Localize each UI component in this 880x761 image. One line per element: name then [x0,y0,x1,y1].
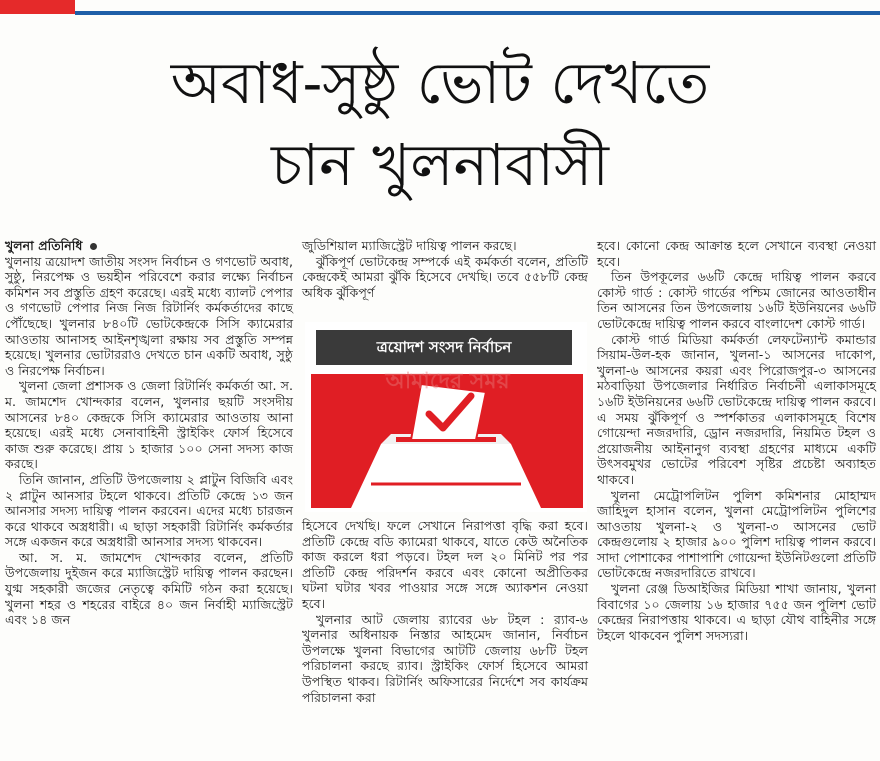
paragraph: খুলনা জেলা প্রশাসক ও জেলা রিটার্নিং কর্মকর্তা আ. স. ম. জামশেদ খোন্দকার বলেন, খুলনার ছয়টি সংসদীয় আসনের ৮৪০ কেন্দ্রকে সিসি ক্যামেরার আওতায় আনা হয়েছে। এরই মধ্যে সেনাবাহিনী স্ট্রাইকিং ফোর্স হিসেবে কাজ শুরু করেছে। প্রায় ১ হাজার ১০০ সেনা সদস্য কাজ করছে। [5,378,293,472]
masthead-blue-rule [75,11,880,15]
article-column-1 [5,238,293,628]
paragraph: ঝুঁকিপূর্ণ ভোটকেন্দ্র সম্পর্কে এই কর্মকর্তা বলেন, প্রতিটি কেন্দ্রকেই আমরা ঝুঁকি হিসেবে দেখছি। তবে ৫৫৮টি কেন্দ্র অধিক ঝুঁকিপূর্ণ [302,253,588,300]
article-column-2-bottom [302,518,588,705]
paragraph: জুডিশিয়াল ম্যাজিস্ট্রেট দায়িত্ব পালন করছে। [302,238,517,253]
watermark-logo: আমাদের সময় [385,368,510,394]
headline-line-2: চান খুলনাবাসী [271,131,609,199]
article-column-3 [597,238,876,643]
paragraph: খুলনায় ত্রয়োদশ জাতীয় সংসদ নির্বাচন ও গণভোট অবাধ, সুষ্ঠু, নিরপেক্ষ ও ভয়হীন পরিবেশে করার লক্ষ্যে নির্বাচন কমিশন সব প্রস্তুতি গ্রহণ করেছে। এরই মধ্যে ব্যালট পেপার ও গণভোট পেপার নিজ নিজ রিটার্নিং কর্মকর্তাদের কাছে পৌঁছেছে। খুলনার ৮৪০টি ভোটকেন্দ্রকে সিসি ক্যামেরার আওতায় আনাসহ আইনশৃঙ্খলা রক্ষায় সব প্রস্তুতি সম্পন্ন হয়েছে। খুলনার ভোটাররাও দেখতে চান একটি অবাধ, সুষ্ঠু ও নিরপেক্ষ নির্বাচন। [5,253,293,378]
paragraph: হিসেবে দেখছি। ফলে সেখানে নিরাপত্তা বৃদ্ধি করা হবে। প্রতিটি কেন্দ্রে বডি ক্যামেরা থাকবে, যাতে কেউ অনৈতিক কাজ করলে ধরা পড়বে। টহল দল ২০ মিনিট পর পর প্রতিটি কেন্দ্র পরিদর্শন করবে এবং কোনো অপ্রীতিকর ঘটনা ঘটার খবর পাওয়ার সঙ্গে সঙ্গে অ্যাকশন নেওয়া হবে। [302,518,588,611]
headline-line-1: অবাধ-সুষ্ঠু ভোট দেখতে [170,49,710,117]
headline [0,42,880,206]
byline-bullet-icon [90,243,97,250]
election-graphic [305,322,587,512]
paragraph: আ. স. ম. জামশেদ খোন্দকার বলেন, প্রতিটি উপজেলায় দুইজন করে ম্যাজিস্ট্রেট দায়িত্ব পালন করছেন। যুগ্ম সহকারী জজের নেতৃত্বে কমিটি গঠন করা হয়েছে। খুলনা শহর ও শহরের বাইরে ৪০ জন নির্বাহী ম্যাজিস্ট্রেট এবং ১৪ জন [5,549,293,628]
article-column-2-top [302,238,588,300]
paragraph: খুলনা মেট্রোপলিটন পুলিশ কমিশনার মোহাম্মদ জাহিদুল হাসান বলেন, খুলনা মেট্রোপলিটন পুলিশের আওতায় খুলনা-২ ও খুলনা-৩ আসনের ভোট কেন্দ্রগুলোয় ২ হাজার ৯০০ পুলিশ দায়িত্ব পালন করবে। সাদা পোশাকের পাশাপাশি গোয়েন্দা ইউনিটগুলো প্রতিটি ভোটকেন্দ্রে নজরদারিতে রাখবে। [597,487,876,581]
paragraph: খুলনার আট জেলায় র‌্যাবের ৬৮ টহল : র‌্যাব-৬ খুলনার অধিনায়ক নিস্তার আহমেদ জানান, নির্বাচন উপলক্ষে খুলনা বিভাগের আটটি জেলায় ৬৮টি টহল পরিচালনা করছে র‌্যাব। স্ট্রাইকিং ফোর্স হিসেবে আমরা উপস্থিত থাকব। রিটার্নিং অফিসারের নির্দেশে সব কার্যক্রম পরিচালনা করা [302,611,588,705]
paragraph: তিন উপকূলের ৬৬টি কেন্দ্রে দায়িত্ব পালন করবে কোস্ট গার্ড : কোস্ট গার্ডের পশ্চিম জোনের আওতাধীন তিন আসনের তিন উপজেলায় ১৬টি ইউনিয়নের ৬৬টি ভোটকেন্দ্রে দায়িত্ব পালন করবে বাংলাদেশ কোস্ট গার্ড। [597,269,876,331]
paragraph: তিনি জানান, প্রতিটি উপজেলায় ২ প্লাটুন বিজিবি এবং ২ প্লাটুন আনসার টহলে থাকবে। প্রতিটি কেন্দ্রে ১৩ জন আনসার সদস্য দায়িত্ব পালন করবেন। এদের মধ্যে চারজন করে থাকবে অস্ত্রধারী। এ ছাড়া সহকারী রিটার্নিং কর্মকর্তার সঙ্গে একজন করে অস্ত্রধারী আনসার সদস্য থাকবেন। [5,471,293,550]
byline [5,238,293,254]
masthead-red-bar [0,0,75,14]
paragraph: হবে। কোনো কেন্দ্র আক্রান্ত হলে সেখানে ব্যবস্থা নেওয়া হবে। [597,238,876,269]
graphic-title: ত্রয়োদশ সংসদ নির্বাচন [316,330,572,365]
byline-text: খুলনা প্রতিনিধি [5,238,83,253]
paragraph: কোস্ট গার্ড মিডিয়া কর্মকর্তা লেফটেন্যান্ট কমান্ডার সিয়াম-উল-হক জানান, খুলনা-১ আসনের দাকোপ, খুলনা-৬ আসনের কয়রা এবং পিরোজপুর-৩ আসনের মঠবাড়িয়া উপজেলার নির্ধারিত নির্বাচনী এলাকাসমূহে ১৬টি ইউনিয়নের ৬৬টি ভোটকেন্দ্রে দায়িত্ব পালন করবে। এ সময় ঝুঁকিপূর্ণ ও স্পর্শকাতর এলাকাসমূহে বিশেষ গোয়েন্দা নজরদারি, ড্রোন নজরদারি, নিয়মিত টহল ও প্রয়োজনীয় আইনানুগ ব্যবস্থা গ্রহণের মাধ্যমে একটি উৎসবমুখর ভোটের পরিবেশ সৃষ্টির প্রচেষ্টা অব্যাহত থাকবে। [597,331,876,487]
paragraph: খুলনা রেঞ্জ ডিআইজির মিডিয়া শাখা জানায়, খুলনা বিবাগের ১০ জেলায় ১৬ হাজার ৭৫৫ জন পুলিশ ভোট কেন্দ্রের নিরাপত্তায় থাকবে। এ ছাড়া যৌথ বাহিনীর সঙ্গে টহলে থাকবেন পুলিশ সদস্যরা। [597,581,876,643]
